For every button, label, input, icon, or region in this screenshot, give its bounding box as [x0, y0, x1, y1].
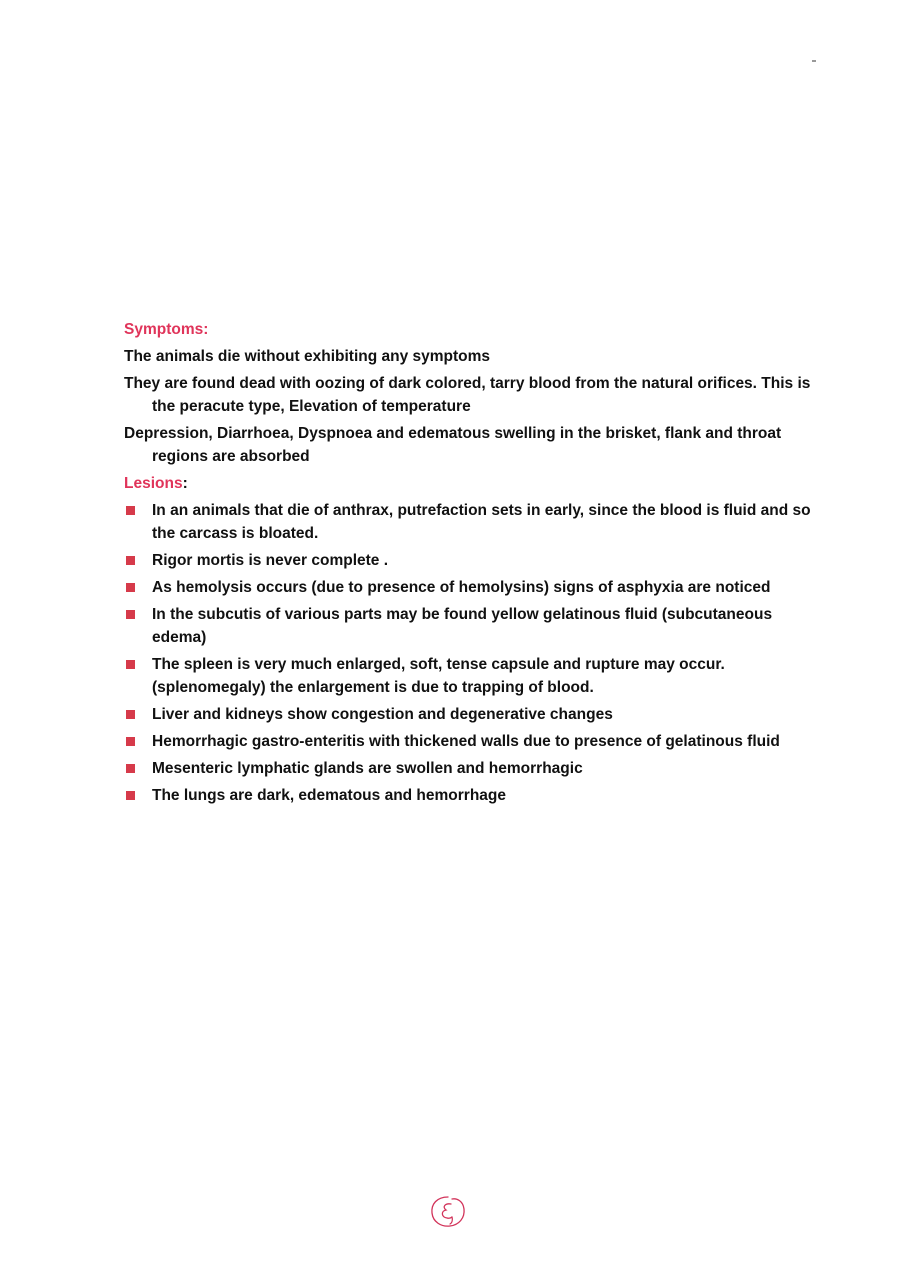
- symptoms-paragraph: The animals die without exhibiting any symptoms: [124, 348, 491, 365]
- square-bullet-icon: [126, 506, 135, 515]
- symptoms-paragraph: Depression, Diarrhoea, Dyspnoea and edematous swelling in the brisket, flank and throat regions are absorbed: [124, 425, 782, 465]
- list-item: [124, 703, 824, 726]
- list-item-text: In an animals that die of anthrax, putrefaction sets in early, since the blood is fluid and so the carcass is bloated.: [152, 502, 811, 542]
- handwritten-page-number-icon: [428, 1194, 468, 1230]
- list-item-text: Mesenteric lymphatic glands are swollen and hemorrhagic: [152, 760, 583, 777]
- list-item-text: Liver and kidneys show congestion and degenerative changes: [152, 706, 613, 723]
- list-item: [124, 549, 824, 572]
- list-item-text: In the subcutis of various parts may be found yellow gelatinous fluid (subcutaneous edema): [152, 606, 773, 646]
- list-item: [124, 784, 824, 807]
- list-item-text: Hemorrhagic gastro-enteritis with thickened walls due to presence of gelatinous fluid: [152, 733, 780, 750]
- list-item: [124, 757, 824, 780]
- list-item: [124, 499, 824, 545]
- list-item: [124, 730, 824, 753]
- list-item: [124, 576, 824, 599]
- list-item-text: As hemolysis occurs (due to presence of hemolysins) signs of asphyxia are noticed: [152, 579, 771, 596]
- list-item-text: The lungs are dark, edematous and hemorrhage: [152, 787, 507, 804]
- lesions-heading-colon: :: [182, 475, 188, 492]
- lesions-list: [124, 499, 824, 807]
- lesions-heading-text: Lesions: [124, 475, 183, 492]
- scan-speck: [812, 60, 816, 62]
- document-body: [124, 318, 824, 811]
- symptoms-heading: Symptoms:: [124, 321, 209, 338]
- list-item: [124, 653, 824, 699]
- square-bullet-icon: [126, 556, 135, 565]
- list-item: [124, 603, 824, 649]
- square-bullet-icon: [126, 583, 135, 592]
- square-bullet-icon: [126, 710, 135, 719]
- list-item-text: Rigor mortis is never complete .: [152, 552, 389, 569]
- symptoms-paragraph: They are found dead with oozing of dark colored, tarry blood from the natural orifices. This is the peracute type, Elevation of temperature: [124, 375, 811, 415]
- square-bullet-icon: [126, 660, 135, 669]
- lesions-heading: [124, 472, 824, 495]
- list-item-text: The spleen is very much enlarged, soft, tense capsule and rupture may occur.(splenomegaly) the enlargement is due to trapping of blood.: [152, 656, 725, 696]
- square-bullet-icon: [126, 610, 135, 619]
- square-bullet-icon: [126, 791, 135, 800]
- square-bullet-icon: [126, 764, 135, 773]
- square-bullet-icon: [126, 737, 135, 746]
